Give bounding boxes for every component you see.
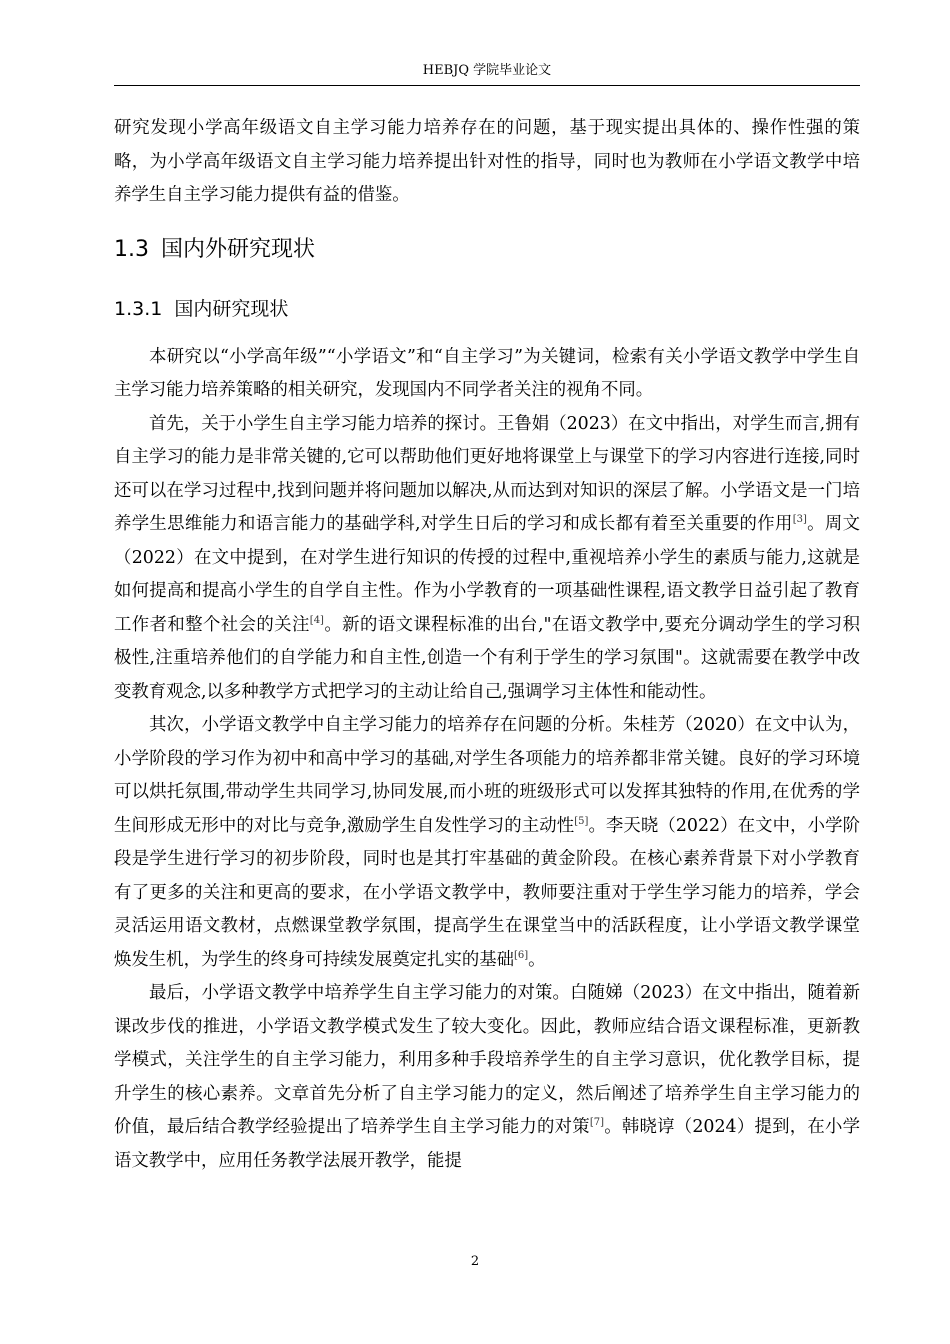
page-body [114,112,860,1178]
header-rule [114,85,860,86]
section-number: 1.3 [114,236,149,262]
text-run: 。新的语文课程标准的出台,"在语文教学中,要充分调动学生的学习积极性,注重培养他们的自学能力和自主性,创造一个有利于学生的学习氛围"。这就需要在教学中改变教育观念,以多种教学方式把学习的主动让给自己,强调学习主体性和能动性。 [114,614,860,702]
text-run: 最后，小学语文教学中培养学生自主学习能力的对策。白随娣（2023）在文中指出，随着新课改步伐的推进，小学语文教学模式发生了较大变化。因此，教师应结合语文课程标准，更新教学模式，关注学生的自主学习能力，利用多种手段培养学生的自主学习意识，优化教学目标，提升学生的核心素养。文章首先分析了自主学习能力的定义，然后阐述了培养学生自主学习能力的价值，最后结合教学经验提出了培养学生自主学习能力的对策 [114,983,860,1137]
paragraph-second [114,709,860,977]
text-run: 。 [528,949,546,970]
text-run: 。周文（2022）在文中提到，在对学生进行知识的传授的过程中,重视培养小学生的素质与能力,这就是如何提高和提高小学生的自学自主性。作为小学教育的一项基础性课程,语文教学日益引起了教育工作者和整个社会的关注 [114,514,860,635]
citation-3: [3] [792,514,807,525]
citation-6: [6] [514,949,529,961]
paragraph-first [114,408,860,710]
text-run: 。韩晓谆（2024）提到，在小学语文教学中，应用任务教学法展开教学，能提 [114,1117,860,1171]
paragraph-intro-continued: 研究发现小学高年级语文自主学习能力培养存在的问题，基于现实提出具体的、操作性强的策略，为小学高年级语文自主学习能力培养提出针对性的指导，同时也为教师在小学语文教学中培养学生自主学习能力提供有益的借鉴。 [114,118,860,205]
citation-4: [4] [309,614,324,626]
subsection-title: 国内研究现状 [174,297,289,320]
citation-5: [5] [574,815,589,827]
citation-7: [7] [589,1117,605,1128]
text-run: 。李天晓（2022）在文中，小学阶段是学生进行学习的初步阶段，同时也是其打牢基础的黄金阶段。在核心素养背景下对小学教育有了更多的关注和更高的要求，在小学语文教学中，教师要注重对于学生学习能力的培养，学会灵活运用语文教材，点燃课堂教学氛围，提高学生在课堂当中的活跃程度，让小学语文教学课堂焕发生机，为学生的终身可持续发展奠定扎实的基础 [114,815,860,970]
subsection-number: 1.3.1 [114,297,163,320]
page-number: 2 [470,1254,480,1269]
page-header: HEBJQ 学院毕业论文 [422,63,552,78]
section-heading-1-3 [114,235,860,265]
subsection-heading-1-3-1 [114,295,860,323]
text-run: 其次，小学语文教学中自主学习能力的培养存在问题的分析。朱桂芳（2020）在文中认为，小学阶段的学习作为初中和高中学习的基础,对学生各项能力的培养都非常关键。良好的学习环境可以烘托氛围,带动学生共同学习,协同发展,而小班的班级形式可以发挥其独特的作用,在优秀的学生间形成无形中的对比与竞争,激励学生自发性学习的主动性 [114,715,860,836]
section-title: 国内外研究现状 [161,236,316,262]
paragraph-third [114,977,860,1178]
paragraph-method: 本研究以“小学高年级”“小学语文”和“自主学习”为关键词，检索有关小学语文教学中学生自主学习能力培养策略的相关研究，发现国内不同学者关注的视角不同。 [114,346,860,400]
text-run: 首先，关于小学生自主学习能力培养的探讨。王鲁娟（2023）在文中指出，对学生而言,拥有自主学习的能力是非常关键的,它可以帮助他们更好地将课堂上与课堂下的学习内容进行连接,同时还可以在学习过程中,找到问题并将问题加以解决,从而达到对知识的深层了解。小学语文是一门培养学生思维能力和语言能力的基础学科,对学生日后的学习和成长都有着至关重要的作用 [114,413,860,534]
